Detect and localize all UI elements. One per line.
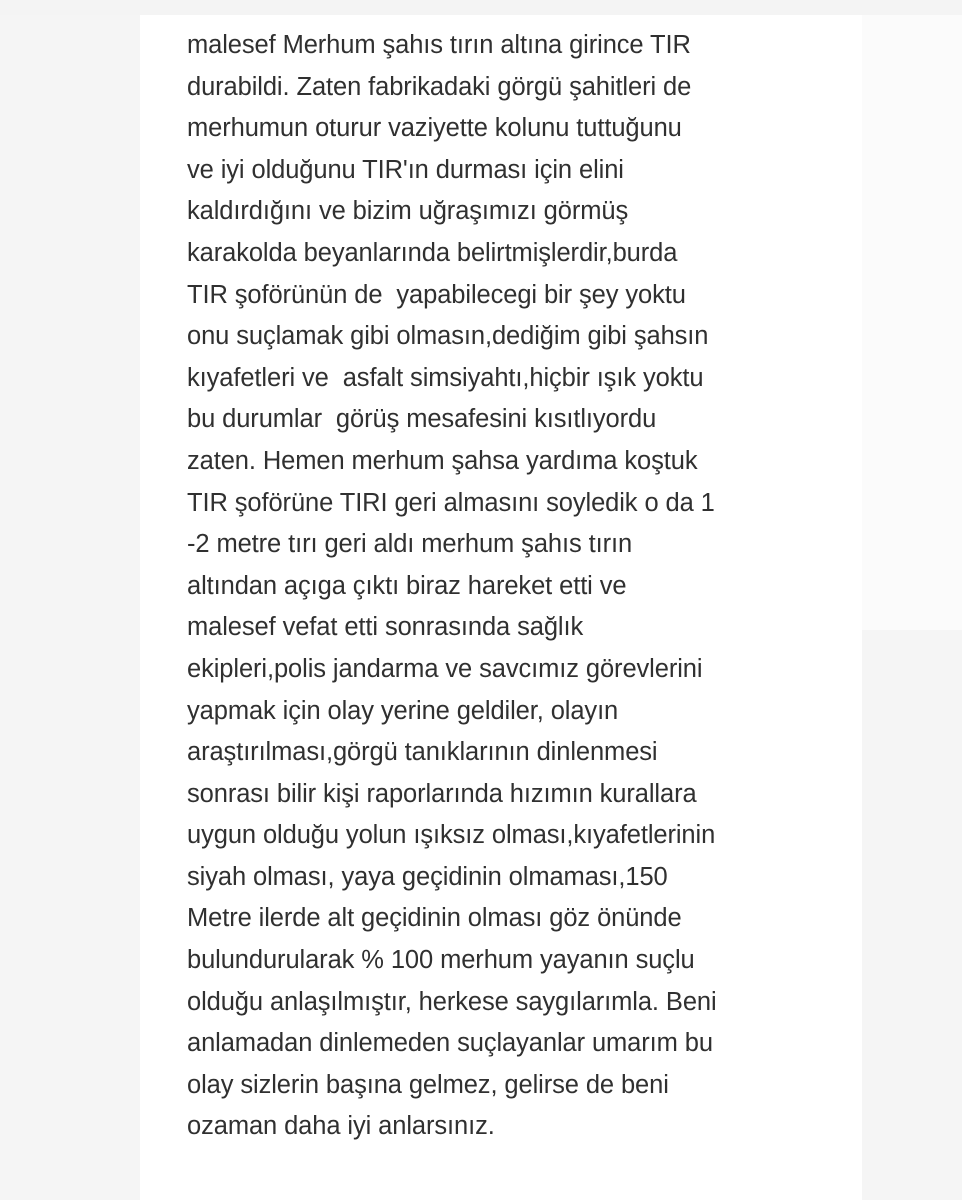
text-line: bu durumlar görüş mesafesini kısıtlıyordu bbox=[187, 405, 657, 434]
note-page bbox=[140, 15, 862, 1200]
right-margin-band bbox=[862, 15, 962, 630]
text-line: TIR şoförünün de yapabilecegi bir şey yoktu bbox=[187, 280, 686, 309]
text-line: olay sizlerin başına gelmez, gelirse de beni bbox=[187, 1070, 669, 1099]
text-line: sonrası bilir kişi raporlarında hızımın kurallara bbox=[187, 779, 697, 808]
text-line: karakolda beyanlarında belirtmişlerdir,burda bbox=[187, 238, 678, 267]
text-line: durabildi. Zaten fabrikadaki görgü şahitleri de bbox=[187, 72, 692, 101]
text-line: -2 metre tırı geri aldı merhum şahıs tırın bbox=[187, 530, 633, 559]
text-line: kıyafetleri ve asfalt simsiyahtı,hiçbir ışık yoktu bbox=[187, 363, 704, 392]
text-line: TIR şoförüne TIRI geri almasını soyledik o da 1 bbox=[187, 488, 715, 517]
text-line: yapmak için olay yerine geldiler, olayın bbox=[187, 696, 619, 725]
text-line: anlamadan dinlemeden suçlayanlar umarım bu bbox=[187, 1029, 713, 1058]
text-line: merhumun oturur vaziyette kolunu tuttuğunu bbox=[187, 114, 682, 143]
text-line: altından açıga çıktı biraz hareket etti ve bbox=[187, 571, 627, 600]
top-margin-strip bbox=[0, 0, 962, 15]
note-body-text bbox=[187, 25, 857, 1148]
text-line: onu suçlamak gibi olmasın,dediğim gibi şahsın bbox=[187, 322, 709, 351]
text-line: malesef Merhum şahıs tırın altına girince TIR bbox=[187, 31, 691, 59]
text-line: araştırılması,görgü tanıklarının dinlenmesi bbox=[187, 738, 658, 767]
text-line: Metre ilerde alt geçidinin olması göz önünde bbox=[187, 904, 682, 933]
text-line: malesef vefat etti sonrasında sağlık bbox=[187, 613, 584, 642]
text-line: uygun olduğu yolun ışıksız olması,kıyafetlerinin bbox=[187, 821, 716, 850]
text-line: ve iyi olduğunu TIR'ın durması için elini bbox=[187, 155, 624, 184]
text-line: ozaman daha iyi anlarsınız. bbox=[187, 1112, 495, 1141]
text-line: ekipleri,polis jandarma ve savcımız görevlerini bbox=[187, 654, 703, 683]
text-line: siyah olması, yaya geçidinin olmaması,150 bbox=[187, 862, 668, 891]
text-line: olduğu anlaşılmıştır, herkese saygılarımla. Beni bbox=[187, 987, 717, 1016]
text-line: zaten. Hemen merhum şahsa yardıma koştuk bbox=[187, 446, 698, 475]
text-line: kaldırdığını ve bizim uğraşımızı görmüş bbox=[187, 197, 629, 226]
text-line: bulundurularak % 100 merhum yayanın suçlu bbox=[187, 946, 695, 975]
